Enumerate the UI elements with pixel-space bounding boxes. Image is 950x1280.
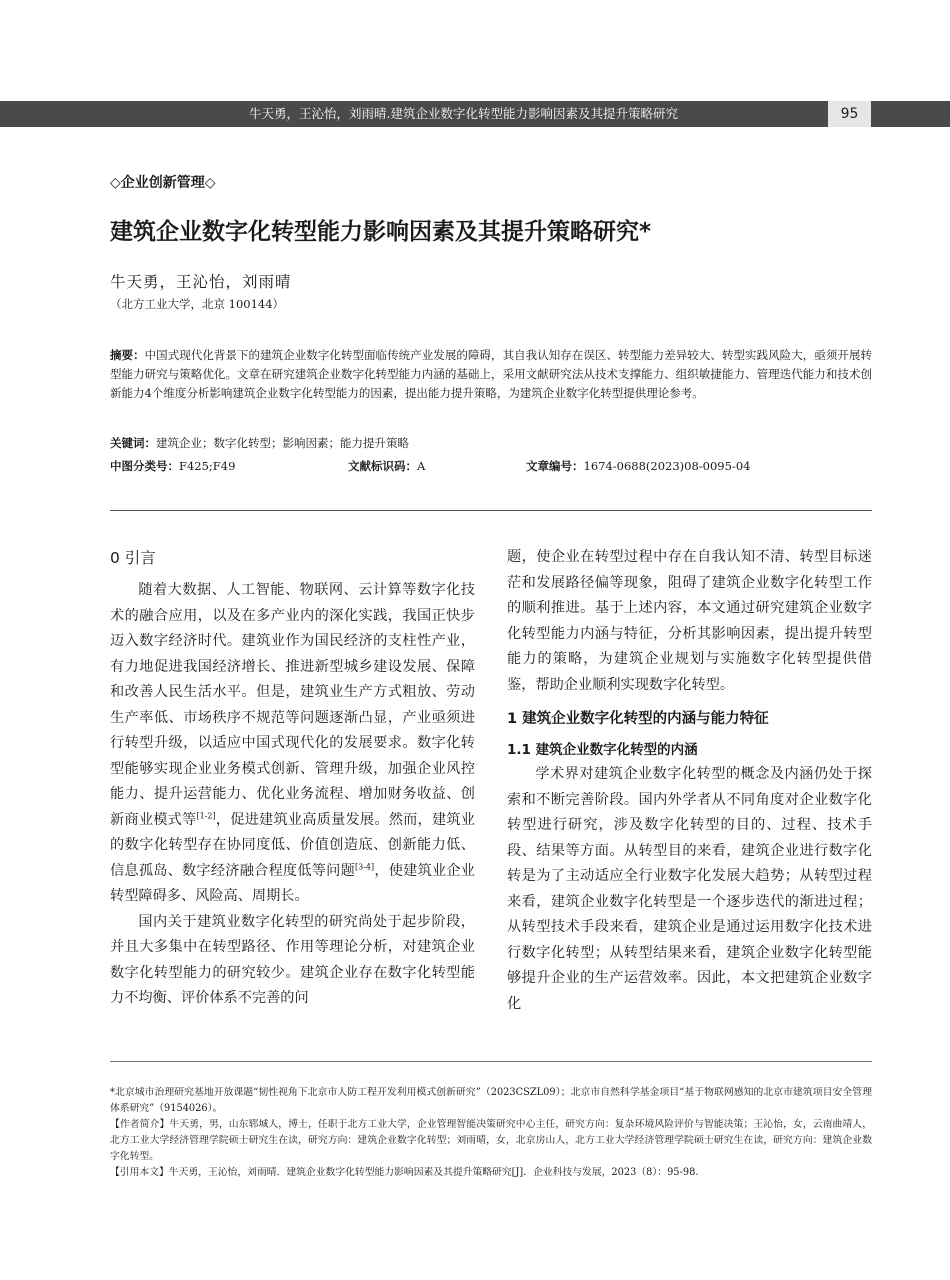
citation-note — [110, 1165, 872, 1181]
intro-paragraph-2-continued: 题，使企业在转型过程中存在自我认知不清、转型目标迷茫和发展路径偏等现象，阻碍了建筑企业数字化转型工作的顺利推进。基于上述内容，本文通过研究建筑企业数字化转型能力内涵与特征，分析其影响因素，提出提升转型能力的策略，为建筑企业规划与实施数字化转型提供借鉴，帮助企业顺利实现数字化转型。 — [507, 549, 872, 693]
intro-p1-part-a: 随着大数据、人工智能、物联网、云计算等数字化技术的融合应用，以及在多产业内的深化实践，我国正快步迈入数字经济时代。建筑业作为国民经济的支柱性产业，有力地促进我国经济增长、推进新型城乡建设发展、保障和改善人民生活水平。但是，建筑业生产方式粗放、劳动生产率低、市场秩序不规范等问题逐渐凸显，产业亟须进行转型升级，以适应中国式现代化的发展要求。数字化转型能够实现企业业务模式创新、管理升级，加强企业风控能力、提升运营能力、优化业务流程、增加财务收益、创新商业模式等 — [110, 582, 475, 828]
author-list: 牛天勇，王沁怡，刘雨晴 — [110, 273, 292, 291]
doc-label: 文献标识码： — [348, 459, 417, 473]
footnote-divider — [110, 1061, 872, 1062]
subsection-heading-1-1: 1.1 建筑企业数字化转型的内涵 — [507, 742, 698, 758]
article-number — [526, 458, 750, 474]
doc-value: A — [417, 459, 426, 473]
citation-1-2[interactable]: [1-2] — [196, 810, 216, 820]
fund-note: *北京城市治理研究基地开放课题“韧性视角下北京市人防工程开发利用模式创新研究”（2023CSZL09）；北京市自然科学基金项目“基于物联网感知的北京市建筑项目安全管理体系研究”（9154026）。 — [110, 1087, 872, 1114]
author-bio-label: 【作者简介】 — [110, 1119, 170, 1130]
intro-p1-part-c: ，使建筑业企业转型障碍多、风险高、周期长。 — [110, 862, 475, 904]
header-bar-right — [871, 101, 950, 127]
citation-label: 【引用本文】 — [110, 1167, 169, 1178]
clc-number — [110, 458, 235, 474]
body-column-left — [110, 545, 475, 1012]
affiliation: （北方工业大学，北京 100144） — [110, 297, 285, 311]
citation-3-4[interactable]: [3-4] — [354, 861, 375, 871]
intro-paragraph-1 — [110, 578, 475, 910]
section-1-1-paragraph: 学术界对建筑企业数字化转型的概念及内涵仍处于探索和不断完善阶段。国内外学者从不同角度对企业数字化转型进行研究，涉及数字化转型的目的、过程、技术手段、结果等方面。从转型目的来看，建筑企业进行数字化转是为了主动适应全行业数字化发展大趋势；从转型过程来看，建筑企业数字化转型是一个逐步迭代的渐进过程；从转型技术手段来看，建筑企业是通过运用数字化技术进行数字化转型；从转型结果来看，建筑企业数字化转型能够提升企业的生产运营效率。因此，本文把建筑企业数字化 — [507, 766, 872, 1012]
header-bar — [0, 101, 828, 127]
article-title-text: 建筑企业数字化转型能力影响因素及其提升策略研究 — [110, 219, 639, 245]
section-heading-1: 1 建筑企业数字化转型的内涵与能力特征 — [507, 711, 769, 727]
article-label: 文章编号： — [526, 459, 584, 473]
article-title — [110, 213, 651, 246]
author-bio-text: 牛天勇，男，山东郓城人，博士，任职于北方工业大学，企业管理智能决策研究中心主任，研究方向：复杂环境风险评价与智能决策；王沁怡，女，云南曲靖人，北方工业大学经济管理学院硕士研究生在读，研究方向：建筑企业数字化转型；刘雨晴，女，北京房山人，北方工业大学经济管理学院硕士研究生在读，研究方向：建筑企业数字化转型。 — [110, 1119, 873, 1162]
page-number: 95 — [828, 101, 871, 127]
abstract-text: 中国式现代化背景下的建筑企业数字化转型面临传统产业发展的障碍，其自我认知存在误区、转型能力差异较大、转型实践风险大，亟须开展转型能力研究与策略优化。文章在研究建筑企业数字化转型能力内涵的基础上，采用文献研究法从技术支撑能力、组织敏捷能力、管理迭代能力和技术创新能力4个维度分析影响建筑企业数字化转型能力的因素，提出能力提升策略，为建筑企业数字化转型提供理论参考。 — [110, 348, 872, 400]
running-header — [0, 101, 950, 127]
document-code — [348, 458, 425, 474]
abstract-label: 摘要： — [110, 348, 145, 362]
keywords — [110, 435, 409, 451]
citation-text: 牛天勇，王沁怡，刘雨晴．建筑企业数字化转型能力影响因素及其提升策略研究[J]．企业科技与发展，2023（8）：95-98. — [168, 1167, 699, 1178]
clc-value: F425;F49 — [179, 459, 236, 473]
clc-label: 中图分类号： — [110, 459, 179, 473]
footnotes — [110, 1085, 872, 1181]
title-footnote-mark: * — [639, 219, 652, 245]
classification-row — [110, 458, 872, 478]
keywords-text: 建筑企业；数字化转型；影响因素；能力提升策略 — [156, 436, 409, 450]
running-title: 牛天勇，王沁怡，刘雨晴.建筑企业数字化转型能力影响因素及其提升策略研究 — [249, 106, 678, 121]
intro-paragraph-2: 国内关于建筑业数字化转型的研究尚处于起步阶段，并且大多集中在转型路径、作用等理论分析，对建筑企业数字化转型能力的研究较少。建筑企业存在数字化转型能力不均衡、评价体系不完善的问 — [110, 913, 475, 1006]
intro-p1-part-b: ，促进建筑业高质量发展。然而，建筑业的数字化转型存在协同度低、价值创造底、创新能力低、信息孤岛、数字经济融合程度低等问题 — [110, 811, 475, 879]
section-tag: ◇企业创新管理◇ — [110, 175, 216, 191]
author-bio-note — [110, 1117, 872, 1165]
section-heading-intro: 0 引言 — [110, 549, 156, 567]
header-divider — [110, 510, 872, 511]
keywords-label: 关键词： — [110, 436, 156, 450]
article-value: 1674-0688(2023)08-0095-04 — [583, 459, 751, 473]
body-column-right — [507, 545, 872, 1017]
abstract — [110, 346, 872, 403]
